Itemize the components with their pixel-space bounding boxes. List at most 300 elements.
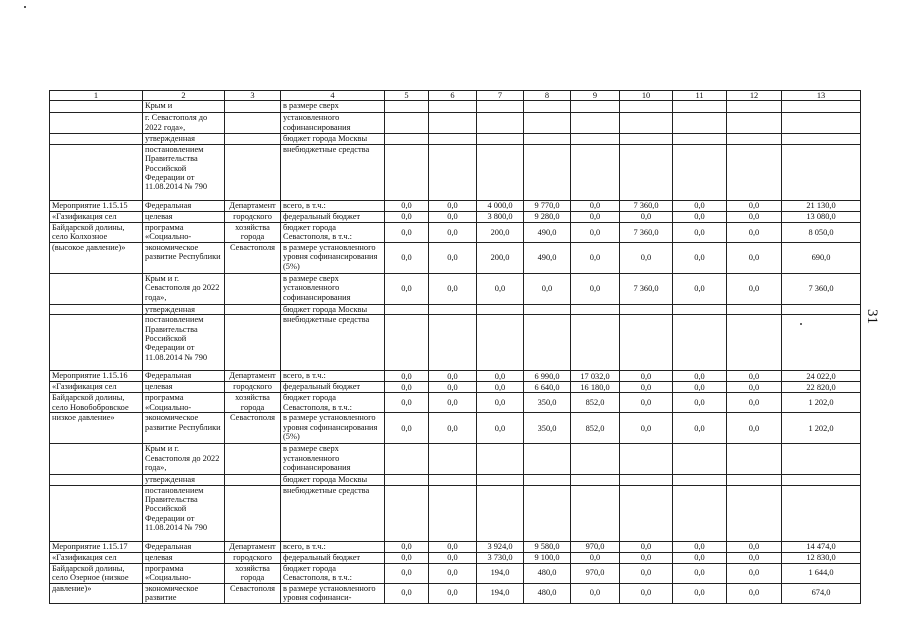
value-col11-cell: 0,0 xyxy=(673,222,727,242)
source-cell: в размере сверх xyxy=(281,101,385,113)
value-col5-cell xyxy=(385,144,429,200)
activity-cell xyxy=(50,134,143,144)
value-col12-cell: 0,0 xyxy=(727,211,782,222)
value-col11-cell: 0,0 xyxy=(673,382,727,393)
total-cell: 1 202,0 xyxy=(782,413,861,444)
value-col8-cell: 0,0 xyxy=(524,273,571,304)
value-col12-cell: 0,0 xyxy=(727,541,782,552)
column-number-3: 3 xyxy=(225,91,281,101)
source-cell: федеральный бюджет xyxy=(281,211,385,222)
value-col9-cell xyxy=(571,475,620,485)
value-col9-cell: 0,0 xyxy=(571,583,620,603)
value-col7-cell: 3 924,0 xyxy=(477,541,524,552)
value-col11-cell xyxy=(673,134,727,144)
source-cell: всего, в т.ч.: xyxy=(281,541,385,552)
value-col5-cell xyxy=(385,101,429,113)
value-col10-cell xyxy=(620,444,673,475)
activity-cell xyxy=(50,273,143,304)
column-number-12: 12 xyxy=(727,91,782,101)
program-cell: Федеральная xyxy=(143,371,225,382)
program-cell: программа «Социально- xyxy=(143,393,225,413)
value-col5-cell xyxy=(385,475,429,485)
total-cell xyxy=(782,101,861,113)
value-col12-cell: 0,0 xyxy=(727,200,782,211)
activity-cell: низкое давление» xyxy=(50,413,143,444)
value-col12-cell: 0,0 xyxy=(727,382,782,393)
value-col6-cell: 0,0 xyxy=(429,273,477,304)
page-number: 31 xyxy=(864,309,880,324)
value-col11-cell xyxy=(673,144,727,200)
value-col5-cell: 0,0 xyxy=(385,211,429,222)
source-cell: бюджет города Москвы xyxy=(281,475,385,485)
value-col9-cell xyxy=(571,304,620,314)
total-cell xyxy=(782,475,861,485)
column-number-6: 6 xyxy=(429,91,477,101)
value-col6-cell: 0,0 xyxy=(429,563,477,583)
column-number-2: 2 xyxy=(143,91,225,101)
value-col11-cell: 0,0 xyxy=(673,552,727,563)
value-col9-cell: 16 180,0 xyxy=(571,382,620,393)
value-col8-cell: 490,0 xyxy=(524,222,571,242)
value-col7-cell: 0,0 xyxy=(477,413,524,444)
value-col5-cell: 0,0 xyxy=(385,393,429,413)
value-col12-cell xyxy=(727,134,782,144)
value-col11-cell xyxy=(673,315,727,371)
value-col11-cell xyxy=(673,101,727,113)
program-cell: программа «Социально- xyxy=(143,563,225,583)
value-col6-cell xyxy=(429,144,477,200)
value-col9-cell: 0,0 xyxy=(571,242,620,273)
executor-cell xyxy=(225,485,281,541)
value-col8-cell: 350,0 xyxy=(524,413,571,444)
value-col7-cell: 3 800,0 xyxy=(477,211,524,222)
source-cell: в размере сверх установленного софинансирования xyxy=(281,273,385,304)
program-cell: постановлением Правительства Российской Федерации от 11.08.2014 № 790 xyxy=(143,144,225,200)
value-col6-cell xyxy=(429,444,477,475)
value-col12-cell xyxy=(727,444,782,475)
value-col7-cell: 0,0 xyxy=(477,382,524,393)
executor-cell xyxy=(225,444,281,475)
program-cell: целевая xyxy=(143,552,225,563)
executor-cell: хозяйства города xyxy=(225,393,281,413)
value-col8-cell xyxy=(524,101,571,113)
value-col7-cell: 0,0 xyxy=(477,273,524,304)
source-cell: федеральный бюджет xyxy=(281,552,385,563)
program-cell: Крым и г. Севастополя до 2022 года», xyxy=(143,273,225,304)
program-cell: утвержденная xyxy=(143,304,225,314)
scan-artifact xyxy=(24,6,26,8)
value-col7-cell xyxy=(477,113,524,134)
total-cell: 7 360,0 xyxy=(782,273,861,304)
value-col6-cell: 0,0 xyxy=(429,552,477,563)
column-number-1: 1 xyxy=(50,91,143,101)
source-cell: в размере установленного уровня софинансирования (5%) xyxy=(281,242,385,273)
activity-cell xyxy=(50,304,143,314)
value-col10-cell xyxy=(620,475,673,485)
value-col8-cell xyxy=(524,304,571,314)
value-col11-cell: 0,0 xyxy=(673,583,727,603)
source-cell: бюджет города Севастополя, в т.ч.: xyxy=(281,563,385,583)
executor-cell: Департамент xyxy=(225,541,281,552)
value-col6-cell: 0,0 xyxy=(429,211,477,222)
total-cell: 14 474,0 xyxy=(782,541,861,552)
value-col6-cell xyxy=(429,101,477,113)
activity-cell: «Газификация сел xyxy=(50,552,143,563)
value-col5-cell xyxy=(385,113,429,134)
table-row xyxy=(50,563,861,583)
value-col8-cell: 9 580,0 xyxy=(524,541,571,552)
source-cell: в размере установленного уровня софинанси- xyxy=(281,583,385,603)
value-col12-cell: 0,0 xyxy=(727,242,782,273)
program-cell: экономическое развитие xyxy=(143,583,225,603)
value-col12-cell: 0,0 xyxy=(727,273,782,304)
value-col7-cell: 0,0 xyxy=(477,371,524,382)
activity-cell xyxy=(50,485,143,541)
value-col6-cell xyxy=(429,315,477,371)
executor-cell xyxy=(225,273,281,304)
program-cell: целевая xyxy=(143,382,225,393)
value-col6-cell: 0,0 xyxy=(429,541,477,552)
value-col5-cell: 0,0 xyxy=(385,382,429,393)
value-col8-cell: 6 990,0 xyxy=(524,371,571,382)
value-col11-cell: 0,0 xyxy=(673,563,727,583)
source-cell: бюджет города Москвы xyxy=(281,304,385,314)
executor-cell: Севастополя xyxy=(225,413,281,444)
total-cell xyxy=(782,134,861,144)
value-col8-cell xyxy=(524,475,571,485)
total-cell: 1 644,0 xyxy=(782,563,861,583)
value-col7-cell xyxy=(477,144,524,200)
value-col8-cell: 9 100,0 xyxy=(524,552,571,563)
activity-cell: Мероприятие 1.15.15 xyxy=(50,200,143,211)
activity-cell xyxy=(50,113,143,134)
value-col10-cell xyxy=(620,144,673,200)
total-cell xyxy=(782,485,861,541)
value-col12-cell: 0,0 xyxy=(727,371,782,382)
value-col11-cell: 0,0 xyxy=(673,393,727,413)
value-col5-cell: 0,0 xyxy=(385,371,429,382)
value-col5-cell: 0,0 xyxy=(385,563,429,583)
value-col6-cell: 0,0 xyxy=(429,382,477,393)
column-number-8: 8 xyxy=(524,91,571,101)
column-number-10: 10 xyxy=(620,91,673,101)
value-col6-cell: 0,0 xyxy=(429,371,477,382)
executor-cell: Севастополя xyxy=(225,583,281,603)
value-col11-cell xyxy=(673,485,727,541)
executor-cell xyxy=(225,315,281,371)
value-col12-cell xyxy=(727,485,782,541)
table-row xyxy=(50,101,861,113)
value-col9-cell: 0,0 xyxy=(571,222,620,242)
table-row xyxy=(50,552,861,563)
value-col9-cell xyxy=(571,101,620,113)
source-cell: установленного софинансирования xyxy=(281,113,385,134)
value-col5-cell xyxy=(385,134,429,144)
column-number-9: 9 xyxy=(571,91,620,101)
executor-cell xyxy=(225,113,281,134)
value-col6-cell xyxy=(429,485,477,541)
value-col10-cell: 7 360,0 xyxy=(620,222,673,242)
value-col5-cell xyxy=(385,304,429,314)
program-cell: Федеральная xyxy=(143,200,225,211)
activity-cell: Байдарской долины, село Колхозное xyxy=(50,222,143,242)
value-col9-cell xyxy=(571,485,620,541)
value-col5-cell: 0,0 xyxy=(385,541,429,552)
table-row xyxy=(50,242,861,273)
value-col8-cell: 9 280,0 xyxy=(524,211,571,222)
total-cell xyxy=(782,144,861,200)
value-col7-cell xyxy=(477,315,524,371)
table-row xyxy=(50,113,861,134)
total-cell: 24 022,0 xyxy=(782,371,861,382)
value-col12-cell xyxy=(727,101,782,113)
program-cell: экономическое развитие Республики xyxy=(143,413,225,444)
total-cell xyxy=(782,315,861,371)
value-col10-cell: 0,0 xyxy=(620,211,673,222)
value-col7-cell: 200,0 xyxy=(477,242,524,273)
value-col12-cell xyxy=(727,475,782,485)
value-col10-cell: 0,0 xyxy=(620,552,673,563)
source-cell: федеральный бюджет xyxy=(281,382,385,393)
source-cell: бюджет города Севастополя, в т.ч.: xyxy=(281,222,385,242)
value-col8-cell: 480,0 xyxy=(524,563,571,583)
total-cell: 690,0 xyxy=(782,242,861,273)
value-col6-cell xyxy=(429,304,477,314)
value-col6-cell: 0,0 xyxy=(429,583,477,603)
table-row xyxy=(50,583,861,603)
value-col9-cell: 0,0 xyxy=(571,200,620,211)
source-cell: в размере установленного уровня софинансирования (5%) xyxy=(281,413,385,444)
activity-cell: «Газификация сел xyxy=(50,382,143,393)
value-col11-cell: 0,0 xyxy=(673,541,727,552)
executor-cell: городского xyxy=(225,211,281,222)
value-col9-cell: 852,0 xyxy=(571,413,620,444)
table-row xyxy=(50,485,861,541)
value-col5-cell xyxy=(385,485,429,541)
value-col12-cell xyxy=(727,113,782,134)
executor-cell xyxy=(225,304,281,314)
program-cell: целевая xyxy=(143,211,225,222)
table-row xyxy=(50,444,861,475)
value-col6-cell: 0,0 xyxy=(429,200,477,211)
executor-cell: хозяйства города xyxy=(225,222,281,242)
source-cell: бюджет города Севастополя, в т.ч.: xyxy=(281,393,385,413)
value-col8-cell: 490,0 xyxy=(524,242,571,273)
column-number-11: 11 xyxy=(673,91,727,101)
column-number-4: 4 xyxy=(281,91,385,101)
table-row xyxy=(50,134,861,144)
value-col5-cell: 0,0 xyxy=(385,552,429,563)
value-col6-cell: 0,0 xyxy=(429,222,477,242)
value-col12-cell: 0,0 xyxy=(727,552,782,563)
value-col10-cell: 0,0 xyxy=(620,583,673,603)
program-cell: экономическое развитие Республики xyxy=(143,242,225,273)
value-col7-cell xyxy=(477,444,524,475)
table-row xyxy=(50,315,861,371)
value-col9-cell xyxy=(571,134,620,144)
value-col10-cell: 0,0 xyxy=(620,541,673,552)
value-col8-cell: 9 770,0 xyxy=(524,200,571,211)
activity-cell xyxy=(50,444,143,475)
activity-cell: (высокое давление)» xyxy=(50,242,143,273)
total-cell: 13 080,0 xyxy=(782,211,861,222)
value-col8-cell xyxy=(524,144,571,200)
executor-cell xyxy=(225,475,281,485)
value-col5-cell: 0,0 xyxy=(385,200,429,211)
value-col10-cell: 0,0 xyxy=(620,393,673,413)
value-col7-cell xyxy=(477,485,524,541)
value-col11-cell xyxy=(673,444,727,475)
value-col10-cell: 0,0 xyxy=(620,413,673,444)
value-col7-cell: 200,0 xyxy=(477,222,524,242)
value-col11-cell: 0,0 xyxy=(673,200,727,211)
value-col6-cell: 0,0 xyxy=(429,242,477,273)
value-col10-cell: 7 360,0 xyxy=(620,273,673,304)
table-row xyxy=(50,475,861,485)
value-col6-cell xyxy=(429,475,477,485)
value-col9-cell: 970,0 xyxy=(571,563,620,583)
value-col7-cell xyxy=(477,304,524,314)
budget-table xyxy=(49,90,861,604)
program-cell: Крым и xyxy=(143,101,225,113)
total-cell xyxy=(782,444,861,475)
program-cell: постановлением Правительства Российской Федерации от 11.08.2014 № 790 xyxy=(143,315,225,371)
value-col5-cell: 0,0 xyxy=(385,413,429,444)
table-row xyxy=(50,382,861,393)
activity-cell: «Газификация сел xyxy=(50,211,143,222)
value-col10-cell: 7 360,0 xyxy=(620,200,673,211)
value-col10-cell: 0,0 xyxy=(620,382,673,393)
column-number-7: 7 xyxy=(477,91,524,101)
value-col9-cell xyxy=(571,444,620,475)
value-col11-cell: 0,0 xyxy=(673,413,727,444)
executor-cell: хозяйства города xyxy=(225,563,281,583)
source-cell: внебюджетные средства xyxy=(281,144,385,200)
total-cell: 8 050,0 xyxy=(782,222,861,242)
executor-cell xyxy=(225,144,281,200)
value-col5-cell xyxy=(385,315,429,371)
executor-cell: городского xyxy=(225,382,281,393)
value-col12-cell: 0,0 xyxy=(727,413,782,444)
total-cell: 12 830,0 xyxy=(782,552,861,563)
value-col8-cell xyxy=(524,444,571,475)
value-col9-cell: 0,0 xyxy=(571,552,620,563)
value-col11-cell: 0,0 xyxy=(673,273,727,304)
value-col12-cell: 0,0 xyxy=(727,222,782,242)
source-cell: бюджет города Москвы xyxy=(281,134,385,144)
value-col7-cell xyxy=(477,101,524,113)
value-col10-cell xyxy=(620,134,673,144)
value-col9-cell: 0,0 xyxy=(571,273,620,304)
table-row xyxy=(50,211,861,222)
value-col6-cell: 0,0 xyxy=(429,393,477,413)
value-col8-cell xyxy=(524,134,571,144)
value-col7-cell: 0,0 xyxy=(477,393,524,413)
total-cell xyxy=(782,304,861,314)
activity-cell xyxy=(50,315,143,371)
value-col5-cell: 0,0 xyxy=(385,583,429,603)
activity-cell xyxy=(50,475,143,485)
value-col7-cell: 3 730,0 xyxy=(477,552,524,563)
source-cell: всего, в т.ч.: xyxy=(281,371,385,382)
column-number-13: 13 xyxy=(782,91,861,101)
activity-cell: Мероприятие 1.15.16 xyxy=(50,371,143,382)
total-cell xyxy=(782,113,861,134)
value-col8-cell xyxy=(524,315,571,371)
program-cell: утвержденная xyxy=(143,134,225,144)
value-col8-cell xyxy=(524,113,571,134)
program-cell: Федеральная xyxy=(143,541,225,552)
source-cell: внебюджетные средства xyxy=(281,485,385,541)
table-row xyxy=(50,413,861,444)
program-cell: г. Севастополя до 2022 года», xyxy=(143,113,225,134)
value-col7-cell: 4 000,0 xyxy=(477,200,524,211)
value-col9-cell: 17 032,0 xyxy=(571,371,620,382)
value-col7-cell xyxy=(477,475,524,485)
value-col9-cell: 852,0 xyxy=(571,393,620,413)
value-col10-cell xyxy=(620,485,673,541)
activity-cell: давление)» xyxy=(50,583,143,603)
value-col8-cell xyxy=(524,485,571,541)
total-cell: 674,0 xyxy=(782,583,861,603)
executor-cell: Департамент xyxy=(225,200,281,211)
value-col5-cell xyxy=(385,444,429,475)
executor-cell: городского xyxy=(225,552,281,563)
value-col5-cell: 0,0 xyxy=(385,222,429,242)
value-col12-cell: 0,0 xyxy=(727,563,782,583)
value-col10-cell xyxy=(620,315,673,371)
total-cell: 1 202,0 xyxy=(782,393,861,413)
executor-cell: Департамент xyxy=(225,371,281,382)
table-row xyxy=(50,393,861,413)
program-cell: постановлением Правительства Российской Федерации от 11.08.2014 № 790 xyxy=(143,485,225,541)
value-col11-cell xyxy=(673,475,727,485)
value-col9-cell xyxy=(571,315,620,371)
value-col12-cell: 0,0 xyxy=(727,393,782,413)
value-col10-cell: 0,0 xyxy=(620,242,673,273)
value-col12-cell: 0,0 xyxy=(727,583,782,603)
table-row xyxy=(50,541,861,552)
value-col10-cell: 0,0 xyxy=(620,371,673,382)
source-cell: внебюджетные средства xyxy=(281,315,385,371)
column-number-row xyxy=(50,91,861,101)
value-col9-cell: 970,0 xyxy=(571,541,620,552)
value-col8-cell: 350,0 xyxy=(524,393,571,413)
program-cell: программа «Социально- xyxy=(143,222,225,242)
value-col10-cell xyxy=(620,304,673,314)
value-col6-cell xyxy=(429,113,477,134)
table-row xyxy=(50,200,861,211)
table-row xyxy=(50,304,861,314)
executor-cell: Севастополя xyxy=(225,242,281,273)
value-col8-cell: 480,0 xyxy=(524,583,571,603)
activity-cell: Мероприятие 1.15.17 xyxy=(50,541,143,552)
value-col11-cell: 0,0 xyxy=(673,371,727,382)
value-col6-cell xyxy=(429,134,477,144)
value-col5-cell: 0,0 xyxy=(385,242,429,273)
source-cell: всего, в т.ч.: xyxy=(281,200,385,211)
executor-cell xyxy=(225,134,281,144)
table-row xyxy=(50,273,861,304)
value-col7-cell: 194,0 xyxy=(477,583,524,603)
value-col12-cell xyxy=(727,315,782,371)
column-number-5: 5 xyxy=(385,91,429,101)
program-cell: утвержденная xyxy=(143,475,225,485)
activity-cell xyxy=(50,101,143,113)
value-col12-cell xyxy=(727,304,782,314)
value-col11-cell xyxy=(673,304,727,314)
value-col5-cell: 0,0 xyxy=(385,273,429,304)
